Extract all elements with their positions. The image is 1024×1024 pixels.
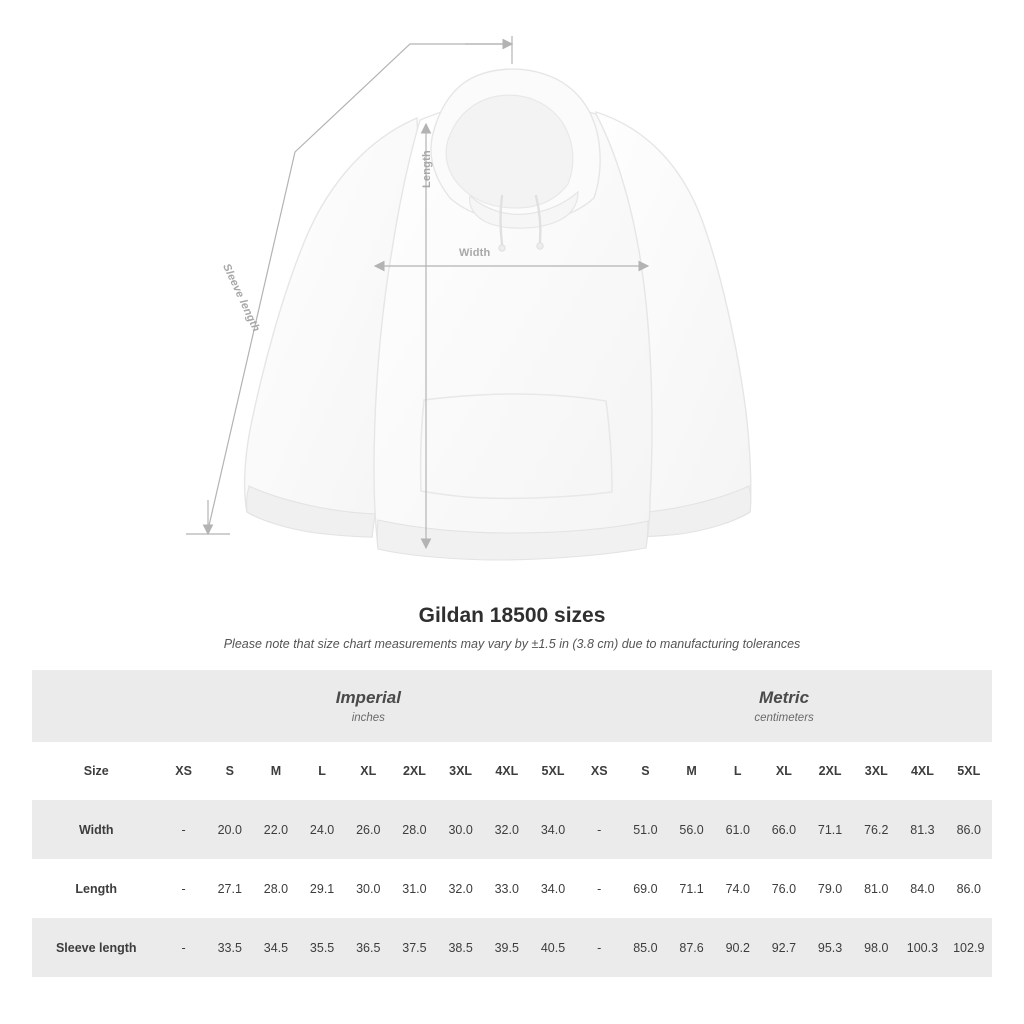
size-header-label: Size — [32, 742, 161, 800]
cell-length-imperial-4xl: 33.0 — [484, 859, 530, 918]
cell-sleeve-imperial-3xl: 38.5 — [438, 918, 484, 977]
cell-width-metric-l: 61.0 — [715, 800, 761, 859]
page-title: Gildan 18500 sizes — [418, 604, 606, 627]
size-header-imperial-4xl: 4XL — [484, 742, 530, 800]
row-label-sleeve-length: Sleeve length — [32, 918, 161, 977]
size-header-metric-3xl: 3XL — [853, 742, 899, 800]
size-chart-table-wrapper — [32, 670, 992, 977]
cell-width-imperial-3xl: 30.0 — [438, 800, 484, 859]
cell-length-imperial-l: 29.1 — [299, 859, 345, 918]
cell-width-imperial-xl: 26.0 — [345, 800, 391, 859]
size-header-metric-5xl: 5XL — [946, 742, 992, 800]
cell-length-metric-2xl: 79.0 — [807, 859, 853, 918]
size-header-imperial-2xl: 2XL — [391, 742, 437, 800]
table-row — [32, 800, 992, 859]
system-name-imperial: Imperial — [335, 688, 401, 708]
cell-width-imperial-xs: - — [161, 800, 207, 859]
cell-length-imperial-3xl: 32.0 — [438, 859, 484, 918]
size-header-imperial-3xl: 3XL — [438, 742, 484, 800]
cell-length-metric-4xl: 84.0 — [899, 859, 945, 918]
cell-width-metric-4xl: 81.3 — [899, 800, 945, 859]
cell-width-metric-5xl: 86.0 — [946, 800, 992, 859]
system-header-row — [32, 670, 992, 742]
tolerance-note: Please note that size chart measurements may vary by ±1.5 in (3.8 cm) due to manufacturing tolerances — [223, 637, 801, 651]
size-header-imperial-5xl: 5XL — [530, 742, 576, 800]
cell-sleeve-imperial-l: 35.5 — [299, 918, 345, 977]
cell-length-metric-s: 69.0 — [622, 859, 668, 918]
size-header-row — [32, 742, 992, 800]
size-header-imperial-xl: XL — [345, 742, 391, 800]
size-header-metric-m: M — [668, 742, 714, 800]
cell-sleeve-metric-s: 85.0 — [622, 918, 668, 977]
cell-width-imperial-2xl: 28.0 — [391, 800, 437, 859]
cell-sleeve-imperial-xs: - — [161, 918, 207, 977]
size-header-metric-xs: XS — [576, 742, 622, 800]
cell-sleeve-imperial-s: 33.5 — [207, 918, 253, 977]
hood-inner — [446, 95, 573, 208]
drawstring-tip-right — [537, 243, 543, 249]
cell-length-imperial-s: 27.1 — [207, 859, 253, 918]
cell-length-metric-5xl: 86.0 — [946, 859, 992, 918]
cell-sleeve-metric-4xl: 100.3 — [899, 918, 945, 977]
size-header-metric-4xl: 4XL — [899, 742, 945, 800]
cell-width-imperial-l: 24.0 — [299, 800, 345, 859]
cell-sleeve-imperial-xl: 36.5 — [345, 918, 391, 977]
cell-length-imperial-2xl: 31.0 — [391, 859, 437, 918]
cell-width-metric-xl: 66.0 — [761, 800, 807, 859]
cell-width-metric-3xl: 76.2 — [853, 800, 899, 859]
cell-length-imperial-xs: - — [161, 859, 207, 918]
row-label-length: Length — [32, 859, 161, 918]
cell-width-imperial-5xl: 34.0 — [530, 800, 576, 859]
cell-width-imperial-m: 22.0 — [253, 800, 299, 859]
system-header-metric — [576, 670, 992, 742]
cell-width-imperial-s: 20.0 — [207, 800, 253, 859]
size-header-metric-xl: XL — [761, 742, 807, 800]
cell-length-imperial-m: 28.0 — [253, 859, 299, 918]
drawstring-tip-left — [499, 245, 505, 251]
cell-length-imperial-xl: 30.0 — [345, 859, 391, 918]
system-unit-imperial: inches — [351, 711, 385, 724]
size-header-metric-s: S — [622, 742, 668, 800]
size-header-imperial-m: M — [253, 742, 299, 800]
cell-width-imperial-4xl: 32.0 — [484, 800, 530, 859]
cell-sleeve-metric-l: 90.2 — [715, 918, 761, 977]
cell-sleeve-metric-5xl: 102.9 — [946, 918, 992, 977]
width-dimension-label: Width — [459, 247, 491, 259]
size-header-imperial-xs: XS — [161, 742, 207, 800]
cell-length-metric-m: 71.1 — [668, 859, 714, 918]
sleeve-length-dimension-label: Sleeve length — [220, 262, 263, 334]
cell-width-metric-s: 51.0 — [622, 800, 668, 859]
system-header-imperial — [161, 670, 577, 742]
length-dimension-label: Length — [421, 150, 433, 188]
cell-width-metric-2xl: 71.1 — [807, 800, 853, 859]
cell-sleeve-metric-xs: - — [576, 918, 622, 977]
cell-width-metric-xs: - — [576, 800, 622, 859]
cell-sleeve-imperial-m: 34.5 — [253, 918, 299, 977]
size-header-imperial-l: L — [299, 742, 345, 800]
table-row — [32, 918, 992, 977]
size-header-metric-2xl: 2XL — [807, 742, 853, 800]
cell-sleeve-imperial-5xl: 40.5 — [530, 918, 576, 977]
table-row — [32, 859, 992, 918]
row-label-width: Width — [32, 800, 161, 859]
cell-sleeve-imperial-2xl: 37.5 — [391, 918, 437, 977]
cell-length-imperial-5xl: 34.0 — [530, 859, 576, 918]
cell-width-metric-m: 56.0 — [668, 800, 714, 859]
system-unit-metric: centimeters — [754, 711, 814, 724]
system-header-spacer — [32, 670, 161, 742]
cell-sleeve-metric-3xl: 98.0 — [853, 918, 899, 977]
size-header-imperial-s: S — [207, 742, 253, 800]
chart-header — [0, 604, 1024, 651]
system-name-metric: Metric — [759, 688, 810, 708]
cell-length-metric-3xl: 81.0 — [853, 859, 899, 918]
cell-length-metric-xs: - — [576, 859, 622, 918]
cell-sleeve-imperial-4xl: 39.5 — [484, 918, 530, 977]
cell-sleeve-metric-m: 87.6 — [668, 918, 714, 977]
size-chart-table — [32, 670, 992, 977]
size-header-metric-l: L — [715, 742, 761, 800]
cell-length-metric-xl: 76.0 — [761, 859, 807, 918]
cell-length-metric-l: 74.0 — [715, 859, 761, 918]
cell-sleeve-metric-xl: 92.7 — [761, 918, 807, 977]
cell-sleeve-metric-2xl: 95.3 — [807, 918, 853, 977]
